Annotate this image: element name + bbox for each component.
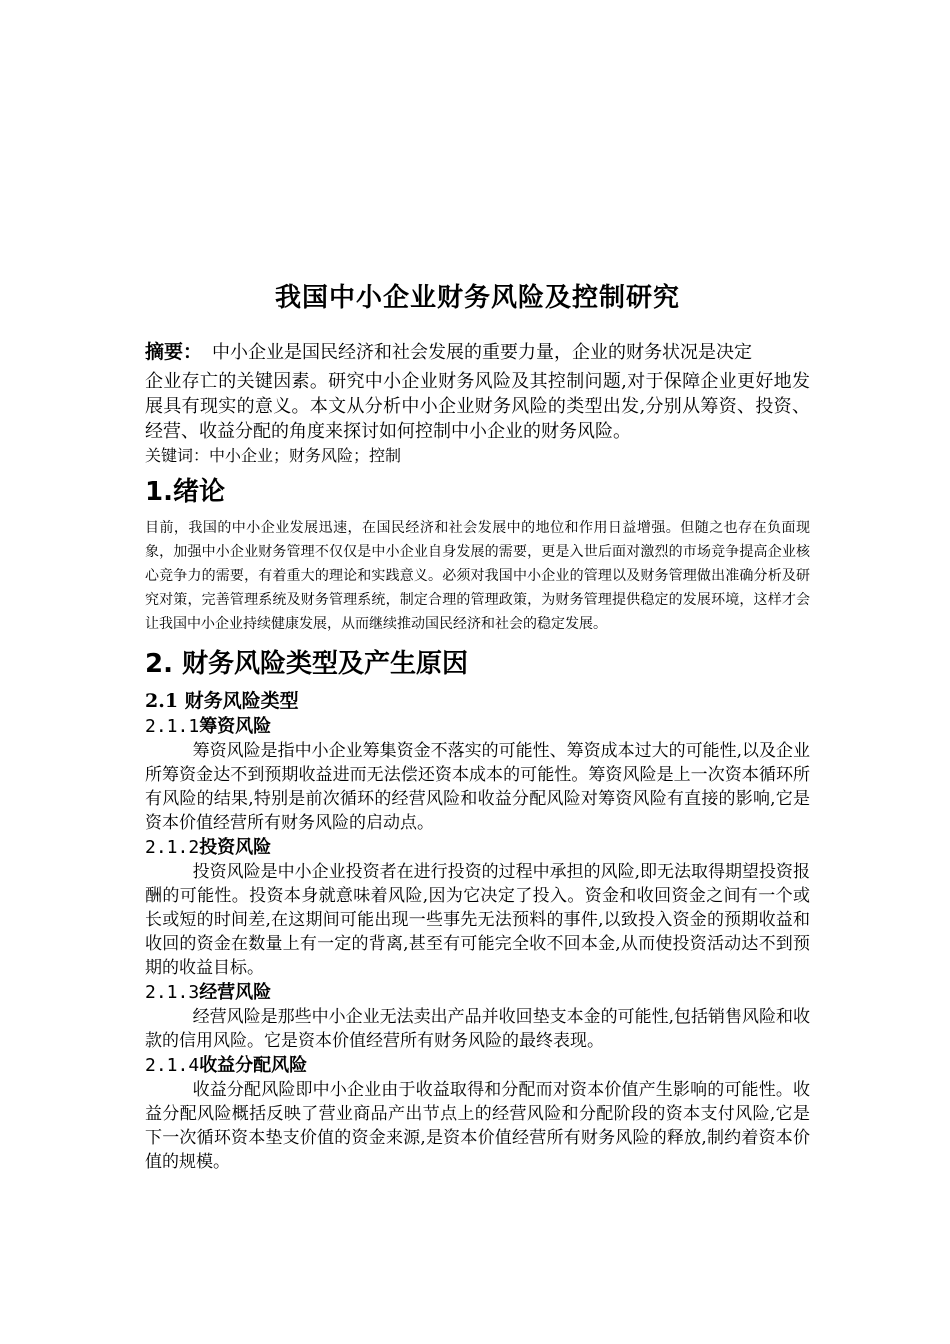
subsection-2-1-4-number: 2.1.4 bbox=[145, 1055, 200, 1076]
section-1-heading: 1.绪论 bbox=[145, 477, 225, 507]
subsection-2-1-4-body: 收益分配风险即中小企业由于收益取得和分配而对资本价值产生影响的可能性。收益分配风险概括反映了营业商品产出节点上的经营风险和分配阶段的资本支付风险,它是下一次循环资本垫支价值的资金来源,是资本价值经营所有财务风险的释放,制约着资本价值的规模。 bbox=[145, 1080, 810, 1172]
subsection-2-1-3-number: 2.1.3 bbox=[145, 982, 200, 1003]
subsection-2-1-3-heading bbox=[145, 980, 810, 1005]
subsection-2-1-1-number: 2.1.1 bbox=[145, 716, 200, 737]
abstract-first-line bbox=[145, 336, 810, 369]
subsection-2-1-1-heading bbox=[145, 714, 810, 739]
document-title: 我国中小企业财务风险及控制研究 bbox=[274, 283, 680, 313]
document-content bbox=[145, 280, 810, 1174]
keywords: 关键词：中小企业；财务风险；控制 bbox=[145, 446, 402, 465]
subsection-2-1-4-title: 收益分配风险 bbox=[199, 1055, 308, 1076]
abstract-body: 企业存亡的关键因素。研究中小企业财务风险及其控制问题,对于保障企业更好地发展具有现实的意义。本文从分析中小企业财务风险的类型出发,分别从筹资、投资、经营、收益分配的角度来探讨如何控制中小企业的财务风险。 bbox=[145, 371, 810, 442]
abstract-first-text: 中小企业是国民经济和社会发展的重要力量，企业的财务状况是决定 bbox=[212, 342, 753, 363]
section-2-heading: 2. 财务风险类型及产生原因 bbox=[145, 649, 469, 679]
subsection-2-1-2-heading bbox=[145, 835, 810, 860]
subsection-2-1-1-title: 筹资风险 bbox=[199, 716, 272, 737]
subsection-2-1-heading: 2.1 财务风险类型 bbox=[145, 690, 299, 712]
abstract-label: 摘要： bbox=[145, 341, 203, 363]
subsection-2-1-2-title: 投资风险 bbox=[199, 837, 272, 858]
subsection-2-1-2-body: 投资风险是中小企业投资者在进行投资的过程中承担的风险,即无法取得期望投资报酬的可能性。投资本身就意味着风险,因为它决定了投入。资金和收回资金之间有一个或长或短的时间差,在这期间可能出现一些事先无法预料的事件,以致投入资金的预期收益和收回的资金在数量上有一定的背离,甚至有可能完全收不回本金,从而使投资活动达不到预期的收益目标。 bbox=[145, 862, 810, 978]
subsection-2-1-3-body: 经营风险是那些中小企业无法卖出产品并收回垫支本金的可能性,包括销售风险和收款的信用风险。它是资本价值经营所有财务风险的最终表现。 bbox=[145, 1007, 810, 1051]
subsection-2-1-2-number: 2.1.2 bbox=[145, 837, 200, 858]
subsection-2-1-3-title: 经营风险 bbox=[199, 982, 272, 1003]
subsection-2-1-1-body: 筹资风险是指中小企业筹集资金不落实的可能性、筹资成本过大的可能性,以及企业所筹资金达不到预期收益进而无法偿还资本成本的可能性。筹资风险是上一次资本循环所有风险的结果,特别是前次循环的经营风险和收益分配风险对筹资风险有直接的影响,它是资本价值经营所有财务风险的启动点。 bbox=[145, 741, 810, 833]
section-1-body: 目前，我国的中小企业发展迅速，在国民经济和社会发展中的地位和作用日益增强。但随之也存在负面现象，加强中小企业财务管理不仅仅是中小企业自身发展的需要，更是入世后面对激烈的市场竞争提高企业核心竞争力的需要，有着重大的理论和实践意义。必须对我国中小企业的管理以及财务管理做出准确分析及研究对策，完善管理系统及财务管理系统，制定合理的管理政策，为财务管理提供稳定的发展环境，这样才会让我国中小企业持续健康发展，从而继续推动国民经济和社会的稳定发展。 bbox=[145, 520, 810, 632]
subsection-2-1-4-heading bbox=[145, 1053, 810, 1078]
